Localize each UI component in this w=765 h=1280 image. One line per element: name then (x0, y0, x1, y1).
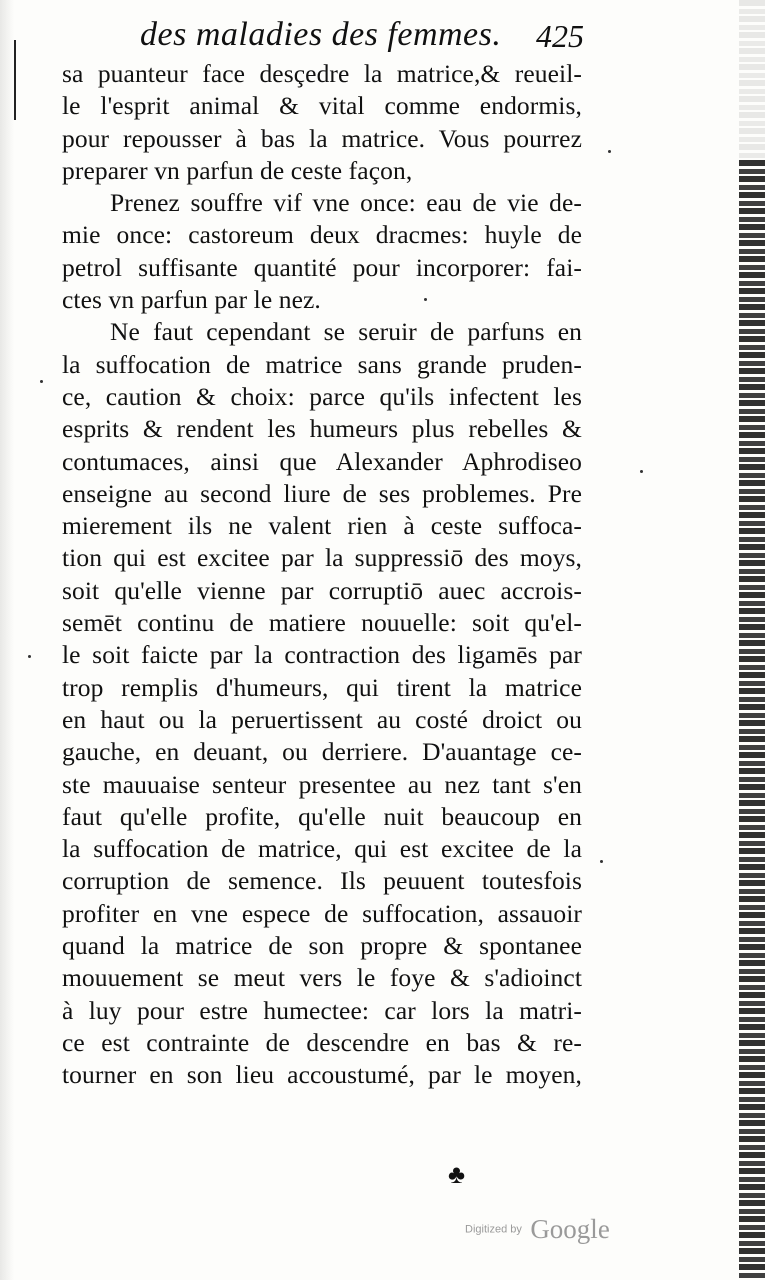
text-line: sa puanteur face desçedre la matrice,& reueil- (62, 59, 582, 88)
page-edge-top (739, 0, 765, 160)
text-line: à luy pour estre humectee: car lors la matri- (62, 995, 582, 1025)
running-head: des maladies des femmes. (140, 16, 502, 53)
text-line: la suffocation de matrice, qui est excitee de la (62, 834, 582, 864)
digitization-watermark (465, 1214, 610, 1245)
scan-speck (28, 655, 31, 658)
text-line: ce, caution & choix: parce qu'ils infectent les (62, 381, 582, 411)
body-text (62, 58, 582, 1092)
text-line: mouuement se meut vers le foye & s'adioinct (62, 963, 582, 993)
text-line: le l'esprit animal & vital comme endormis, (62, 91, 582, 121)
text-line: la suffocation de matrice sans grande pruden- (62, 349, 582, 379)
text-line: ce est contrainte de descendre en bas & re- (62, 1027, 582, 1057)
text-line: quand la matrice de son propre & spontanee (62, 931, 582, 961)
text-line: contumaces, ainsi que Alexander Aphrodiseo (62, 446, 582, 476)
text-line: trop remplis d'humeurs, qui tirent la matrice (62, 672, 582, 702)
scan-speck (600, 860, 603, 863)
page-gutter-shadow (0, 0, 14, 1280)
text-line: ste mauuaise senteur presentee au nez tant s'en (62, 769, 582, 799)
page-header (140, 8, 584, 60)
text-line: en haut ou la peruertissent au costé droict ou (62, 704, 582, 734)
text-line: enseigne au second liure de ses problemes. Pre (62, 478, 582, 508)
text-line: mie once: castoreum deux dracmes: huyle de (62, 220, 582, 250)
text-line: gauche, en deuant, ou derriere. D'auantage ce- (62, 737, 582, 767)
text-line: preparer vn parfun de ceste façon, (62, 155, 413, 185)
text-line: semēt continu de matiere nouuelle: soit qu'el- (62, 608, 582, 638)
text-line: mierement ils ne valent rien à ceste suffoca- (62, 511, 582, 541)
scan-speck (40, 380, 43, 383)
text-line: tion qui est excitee par la suppressiō des moys, (62, 543, 582, 573)
text-line: pour repousser à bas la matrice. Vous pourrez (62, 123, 582, 153)
text-line: soit qu'elle vienne par corruptiō auec accrois- (62, 575, 582, 605)
text-line: petrol suffisante quantité pour incorporer: fai- (62, 252, 582, 282)
text-line: faut qu'elle profite, qu'elle nuit beaucoup en (62, 801, 582, 831)
text-line: ctes vn parfun par le nez. (62, 285, 321, 315)
watermark-prefix: Digitized by (465, 1223, 522, 1236)
text-line: tourner en son lieu accoustumé, par le moyen, (62, 1060, 582, 1090)
text-line: profiter en vne espece de suffocation, assauoir (62, 898, 582, 928)
scan-speck (424, 298, 427, 301)
text-line: corruption de semence. Ils peuuent toutesfois (62, 866, 582, 896)
scan-speck (640, 470, 643, 473)
page-number: 425 (536, 18, 584, 54)
text-line: le soit faicte par la contraction des ligamēs par (62, 640, 582, 670)
printers-ornament-icon: ♣ (448, 1160, 466, 1189)
scan-speck (608, 150, 611, 153)
text-line: esprits & rendent les humeurs plus rebelles & (62, 414, 582, 444)
binding-mark (14, 40, 16, 120)
paragraph-start-line: Prenez souffre vif vne once: eau de vie de- (110, 188, 582, 218)
watermark-brand-logo: Google (530, 1214, 610, 1244)
page-edge-scan-artifact (739, 0, 765, 1280)
paragraph-start-line: Ne faut cependant se seruir de parfuns en (110, 317, 582, 347)
